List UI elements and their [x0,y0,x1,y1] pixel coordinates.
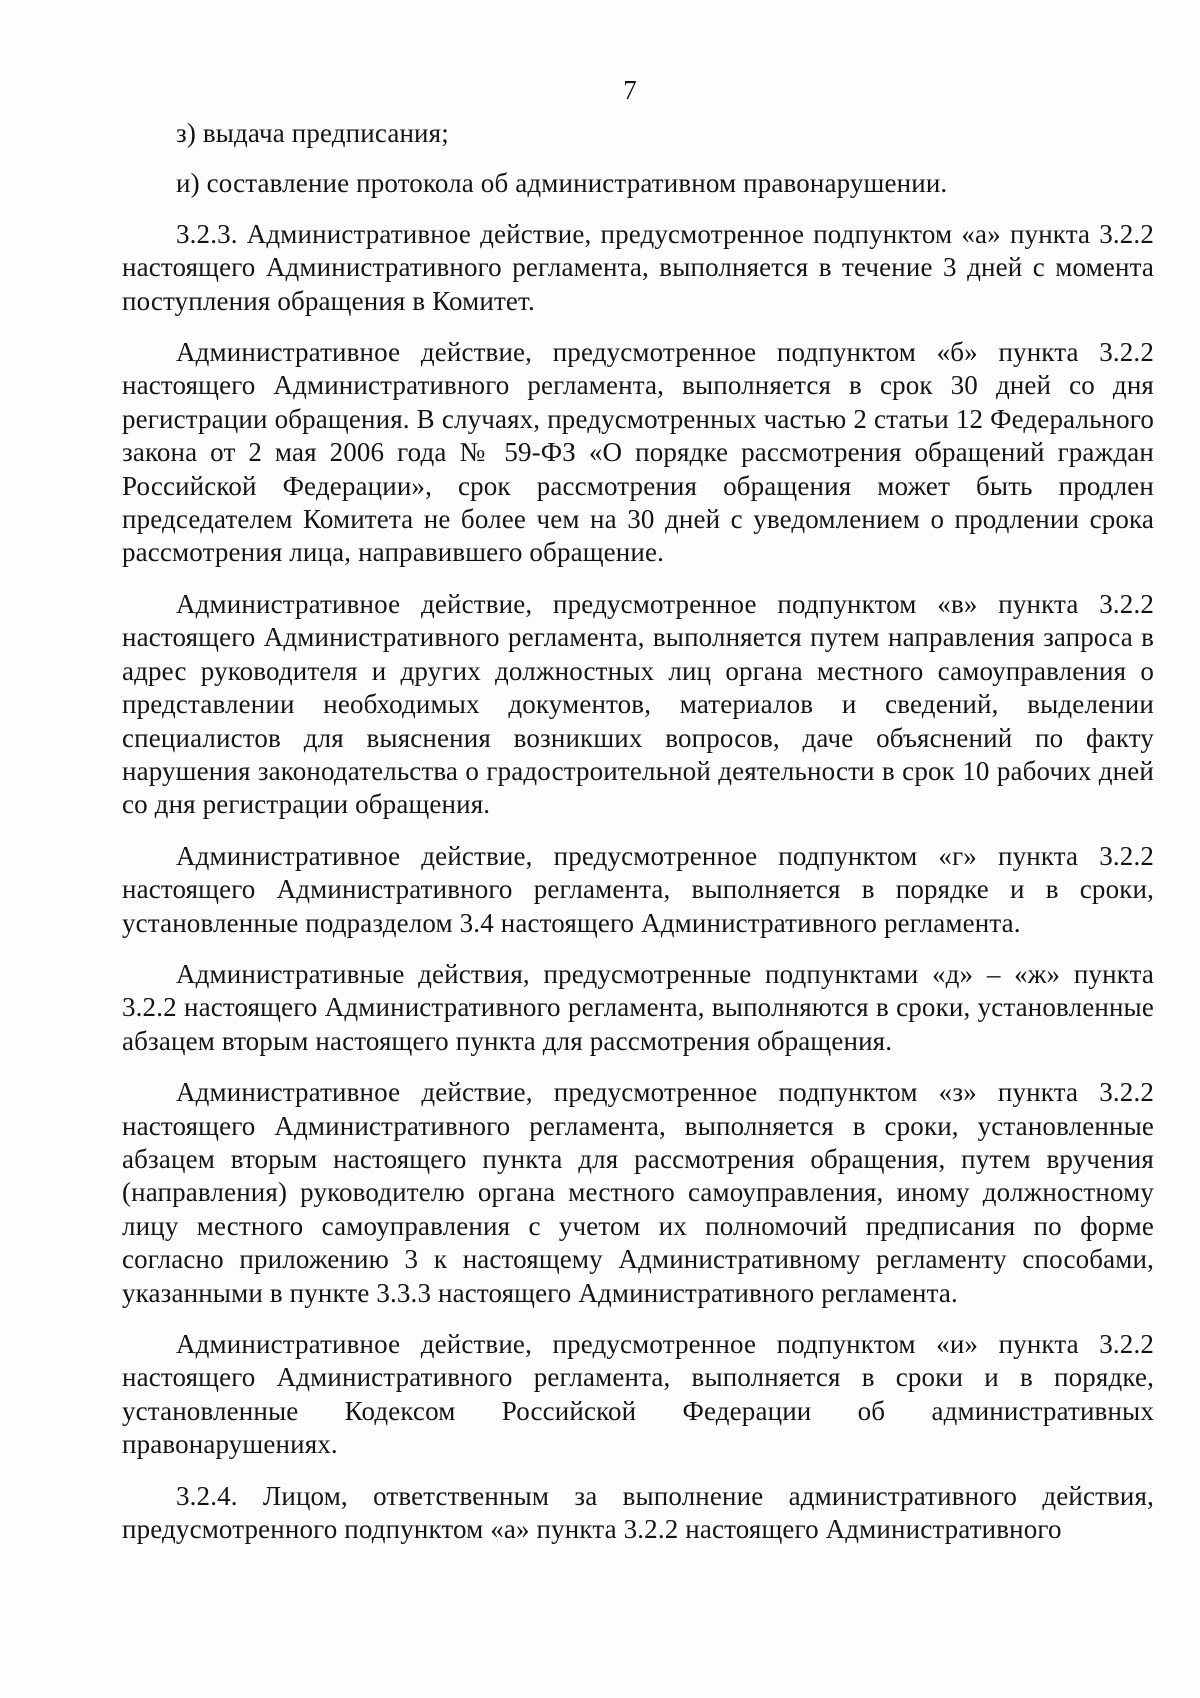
paragraph-3-2-3: 3.2.3. Административное действие, предусмотренное подпунктом «а» пункта 3.2.2 настоящего Административного регламента, выполняется в течение 3 дней с момента поступления обращения в Комитет. [122,218,1154,316]
paragraph-subitem-g: Административное действие, предусмотренное подпунктом «г» пункта 3.2.2 настоящего Административного регламента, выполняется в порядке и в сроки, установленные подразделом 3.4 настоящего Административного регламента. [122,840,1154,938]
document-body [122,117,1154,1564]
list-item-i: и) составление протокола об административном правонарушении. [176,168,948,199]
paragraph-subitem-z: Административное действие, предусмотренное подпунктом «з» пункта 3.2.2 настоящего Административного регламента, выполняется в сроки, установленные абзацем вторым настоящего пункта для рассмотрения обращения, путем вручения (направления) руководителю органа местного самоуправления, иному должностному лицу местного самоуправления с учетом их полномочий предписания по форме согласно приложению 3 к настоящему Административному регламенту способами, указанными в пункте 3.3.3 настоящего Административного регламента. [122,1077,1154,1308]
paragraph-subitems-d-zh: Административные действия, предусмотренные подпунктами «д» – «ж» пункта 3.2.2 настоящего Административного регламента, выполняются в сроки, установленные абзацем вторым настоящего пункта для рассмотрения обращения. [122,958,1154,1056]
paragraph-subitem-v: Административное действие, предусмотренное подпунктом «в» пункта 3.2.2 настоящего Административного регламента, выполняется путем направления запроса в адрес руководителя и других должностных лиц органа местного самоуправления о представлении необходимых документов, материалов и сведений, выделении специалистов для выяснения возникших вопросов, даче объяснений по факту нарушения законодательства о градостроительной деятельности в срок 10 рабочих дней со дня регистрации обращения. [122,588,1154,820]
paragraph-subitem-b: Административное действие, предусмотренное подпунктом «б» пункта 3.2.2 настоящего Административного регламента, выполняется в срок 30 дней со дня регистрации обращения. В случаях, предусмотренных частью 2 статьи 12 Федерального закона от 2 мая 2006 года № 59-ФЗ «О порядке рассмотрения обращений граждан Российской Федерации», срок рассмотрения обращения может быть продлен председателем Комитета не более чем на 30 дней с уведомлением о продлении срока рассмотрения лица, направившего обращение. [122,337,1154,568]
page-number: 7 [623,75,637,105]
paragraph-subitem-i: Административное действие, предусмотренное подпунктом «и» пункта 3.2.2 настоящего Административного регламента, выполняется в сроки и в порядке, установленные Кодексом Российской Федерации об административных правонарушениях. [122,1329,1154,1460]
paragraph-3-2-4: 3.2.4. Лицом, ответственным за выполнение административного действия, предусмотренного подпунктом «а» пункта 3.2.2 настоящего Административного [122,1480,1154,1545]
list-item-z: з) выдача предписания; [176,118,449,148]
